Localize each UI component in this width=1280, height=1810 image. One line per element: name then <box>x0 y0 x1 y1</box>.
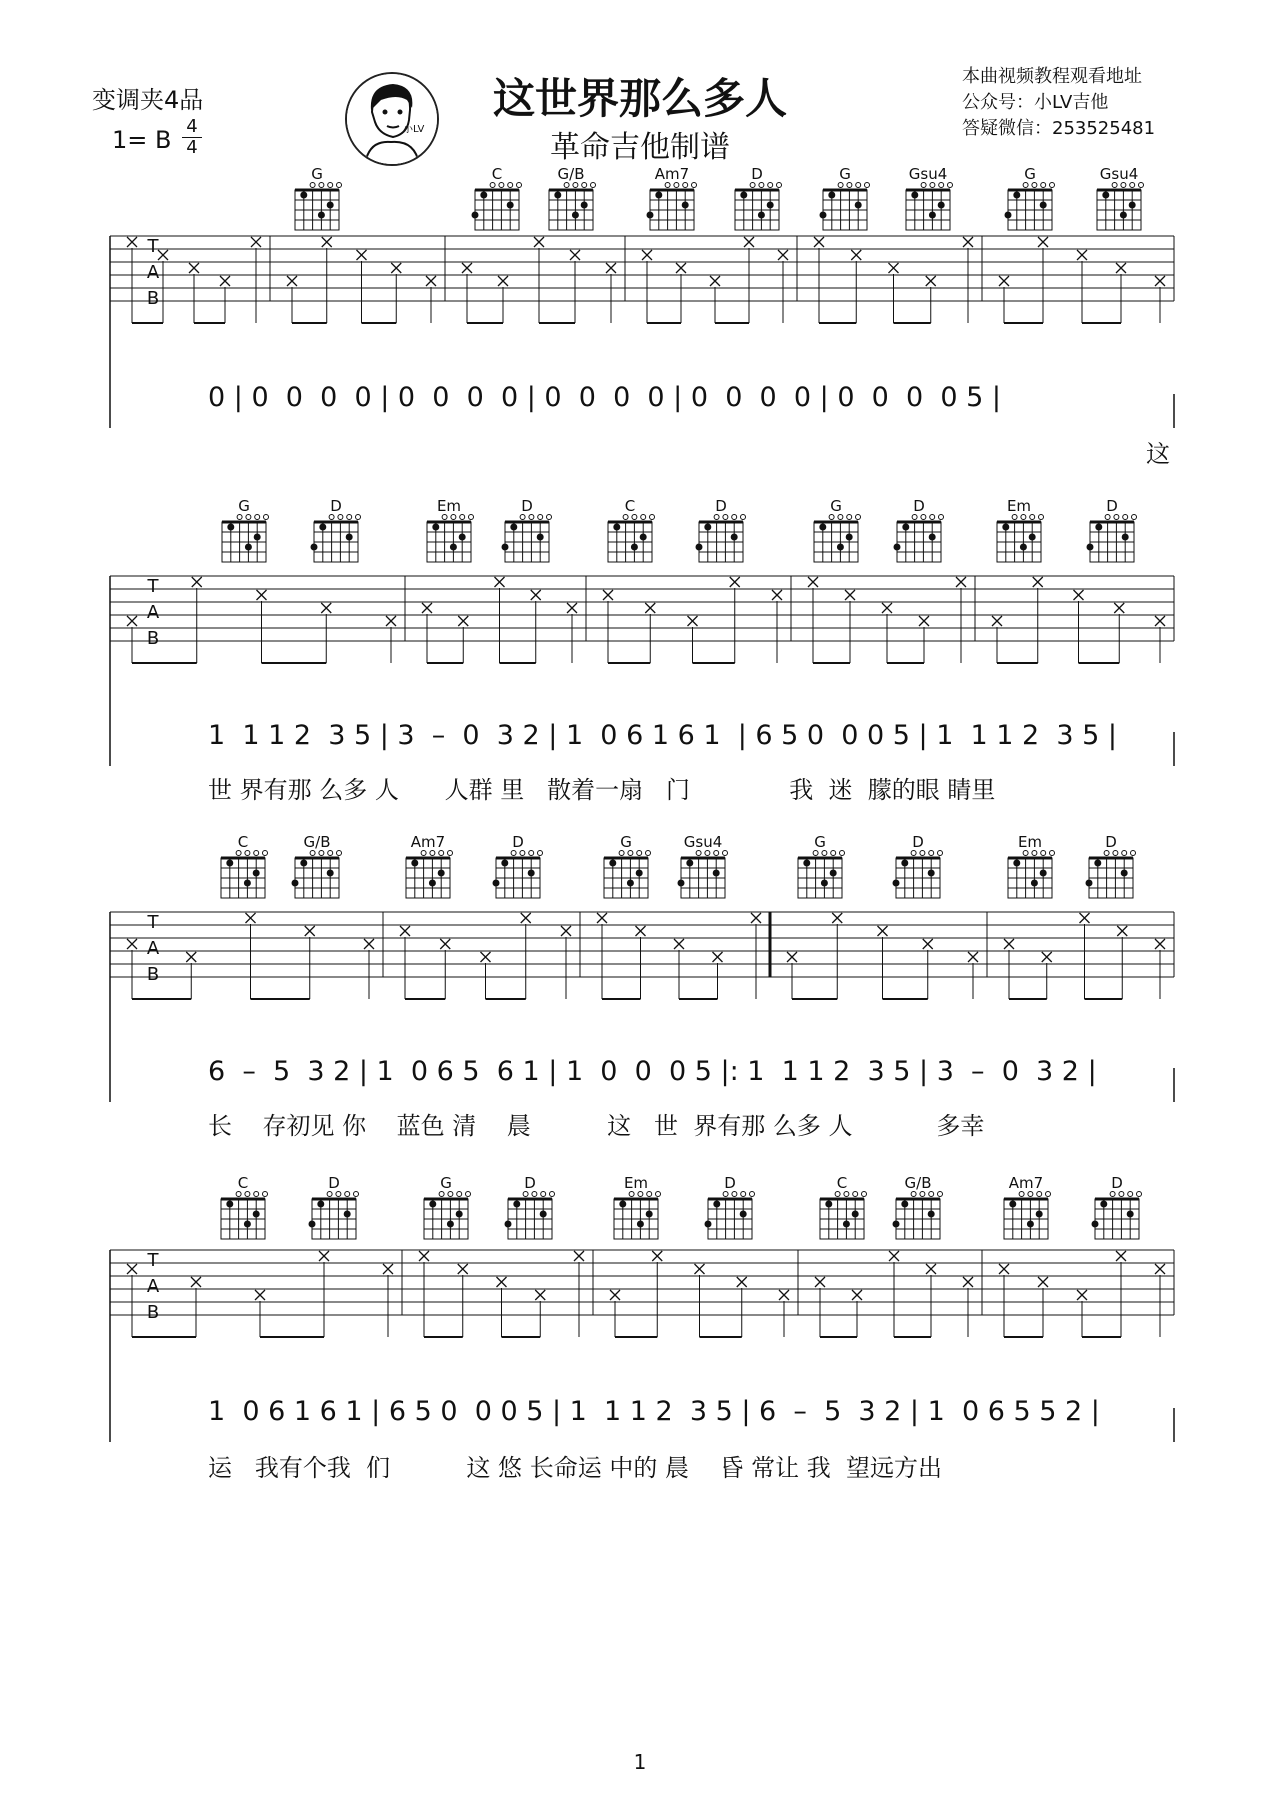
chord-diagram <box>1008 833 1055 898</box>
chord-name: Gsu4 <box>1099 165 1139 183</box>
chord-name: D <box>715 497 727 515</box>
chord-name: Em <box>1006 497 1032 515</box>
chord-name: Em <box>436 497 462 515</box>
tab-clef-letter: A <box>146 602 160 623</box>
chord-name: G <box>440 1174 452 1192</box>
chord-diagram <box>906 165 953 230</box>
chord-name: G <box>1024 165 1036 183</box>
chord-name: D <box>751 165 763 183</box>
chord-name: D <box>724 1174 736 1192</box>
tab-clef-letter: B <box>146 964 160 985</box>
tab-clef-letter: B <box>146 1302 160 1323</box>
chord-diagram <box>295 165 342 230</box>
numbered-notation: 1 0 6 1 6 1 | 6 5 0 0 0 5 | 1 1 1 2 3 5 | 6 – 5 3 2 | 1 0 6 5 5 2 | <box>208 1396 1100 1427</box>
chord-name: Em <box>1017 833 1043 851</box>
page-number: 1 <box>633 1750 647 1774</box>
chord-diagram <box>893 833 943 898</box>
chord-diagram <box>292 833 342 898</box>
tab-clef-letter: T <box>147 912 159 933</box>
chord-diagram <box>406 833 453 898</box>
chord-diagram <box>1097 165 1144 230</box>
info-line-1: 本曲视频教程观看地址 <box>962 66 1142 87</box>
chord-name: G/B <box>557 165 585 183</box>
info-line-3: 答疑微信：253525481 <box>962 118 1156 139</box>
chord-diagram <box>893 1174 943 1239</box>
chord-diagram <box>221 1174 268 1239</box>
chord-name: Am7 <box>1008 1174 1044 1192</box>
chord-name: D <box>912 833 924 851</box>
chord-diagram <box>735 165 782 230</box>
chord-diagram <box>798 833 845 898</box>
tab-clef-letter: B <box>146 288 160 309</box>
chord-diagram <box>309 1174 359 1239</box>
tab-clef-letter: T <box>147 576 159 597</box>
capo-label: 变调夹4品 <box>92 86 204 114</box>
lyrics-line: 长 存初见 你 蓝色 清 晨 这 世 界有那 么多 人 多幸 <box>208 1112 985 1140</box>
chord-diagram <box>1086 833 1136 898</box>
chord-name: G <box>238 497 250 515</box>
chord-diagram <box>705 1174 755 1239</box>
chord-name: D <box>1111 1174 1123 1192</box>
chord-name: C <box>237 833 249 851</box>
tab-clef-letter: T <box>147 1250 159 1271</box>
chord-diagram <box>614 1174 661 1239</box>
chord-name: D <box>913 497 925 515</box>
info-line-2: 公众号：小LV吉他 <box>962 92 1109 113</box>
lyrics-line: 运 我有个我 们 这 悠 长命运 中的 晨 昏 常让 我 望远方出 <box>208 1454 942 1482</box>
chord-name: G/B <box>904 1174 932 1192</box>
time-signature-bottom: 4 <box>186 137 198 158</box>
chord-diagram <box>505 1174 555 1239</box>
tab-clef-letter: A <box>146 938 160 959</box>
chord-diagram <box>997 497 1044 562</box>
chord-name: Am7 <box>410 833 446 851</box>
chord-name: G <box>814 833 826 851</box>
chord-diagram <box>820 165 870 230</box>
chord-diagram <box>502 497 552 562</box>
chord-diagram <box>1004 1174 1051 1239</box>
chord-name: D <box>328 1174 340 1192</box>
tab-clef-letter: A <box>146 262 160 283</box>
chord-diagram <box>647 165 697 230</box>
chord-diagram <box>493 833 543 898</box>
chord-name: Gsu4 <box>683 833 723 851</box>
chord-diagram <box>311 497 361 562</box>
chord-name: D <box>521 497 533 515</box>
chord-diagram <box>894 497 944 562</box>
chord-diagram <box>222 497 269 562</box>
chord-name: D <box>512 833 524 851</box>
chord-name: G <box>620 833 632 851</box>
lyrics-line: 世 界有那 么多 人 人群 里 散着一扇 门 我 迷 朦的眼 睛里 <box>208 776 996 804</box>
chord-diagram <box>424 1174 471 1239</box>
chord-name: G <box>839 165 851 183</box>
chord-name: C <box>624 497 636 515</box>
chord-diagram <box>1005 165 1055 230</box>
chord-name: Am7 <box>654 165 690 183</box>
chord-diagram <box>604 833 651 898</box>
tab-clef-letter: B <box>146 628 160 649</box>
numbered-notation: 6 – 5 3 2 | 1 0 6 5 6 1 | 1 0 0 0 5 |: 1 1 1 2 3 5 | 3 – 0 3 2 | <box>208 1056 1097 1087</box>
time-signature-top: 4 <box>186 116 198 137</box>
chord-name: C <box>491 165 503 183</box>
logo-text: 小LV <box>403 124 425 135</box>
chord-diagram <box>678 833 728 898</box>
chord-name: G/B <box>303 833 331 851</box>
chord-diagram <box>820 1174 867 1239</box>
song-subtitle: 革命吉他制谱 <box>550 130 730 165</box>
chord-diagram <box>814 497 861 562</box>
chord-diagram <box>696 497 746 562</box>
chord-diagram <box>1087 497 1137 562</box>
chord-diagram <box>1092 1174 1142 1239</box>
chord-name: C <box>836 1174 848 1192</box>
chord-diagram <box>221 833 268 898</box>
chord-name: C <box>237 1174 249 1192</box>
tab-clef-letter: T <box>147 236 159 257</box>
numbered-notation: 0 | 0 0 0 0 | 0 0 0 0 | 0 0 0 0 | 0 0 0 0 | 0 0 0 0 5 | <box>208 382 1001 413</box>
key-signature: 1= B <box>112 126 172 154</box>
chord-diagram <box>427 497 474 562</box>
lyrics-line: 这 <box>1146 440 1170 468</box>
numbered-notation: 1 1 1 2 3 5 | 3 – 0 3 2 | 1 0 6 1 6 1 | 6 5 0 0 0 5 | 1 1 1 2 3 5 | <box>208 720 1118 751</box>
chord-name: Em <box>623 1174 649 1192</box>
chord-name: D <box>330 497 342 515</box>
chord-name: G <box>311 165 323 183</box>
chord-diagram <box>608 497 655 562</box>
tab-clef-letter: A <box>146 1276 160 1297</box>
chord-name: D <box>1105 833 1117 851</box>
chord-name: G <box>830 497 842 515</box>
chord-name: D <box>524 1174 536 1192</box>
chord-name: Gsu4 <box>908 165 948 183</box>
chord-name: D <box>1106 497 1118 515</box>
chord-diagram <box>549 165 596 230</box>
song-title: 这世界那么多人 <box>492 74 787 123</box>
chord-diagram <box>472 165 522 230</box>
